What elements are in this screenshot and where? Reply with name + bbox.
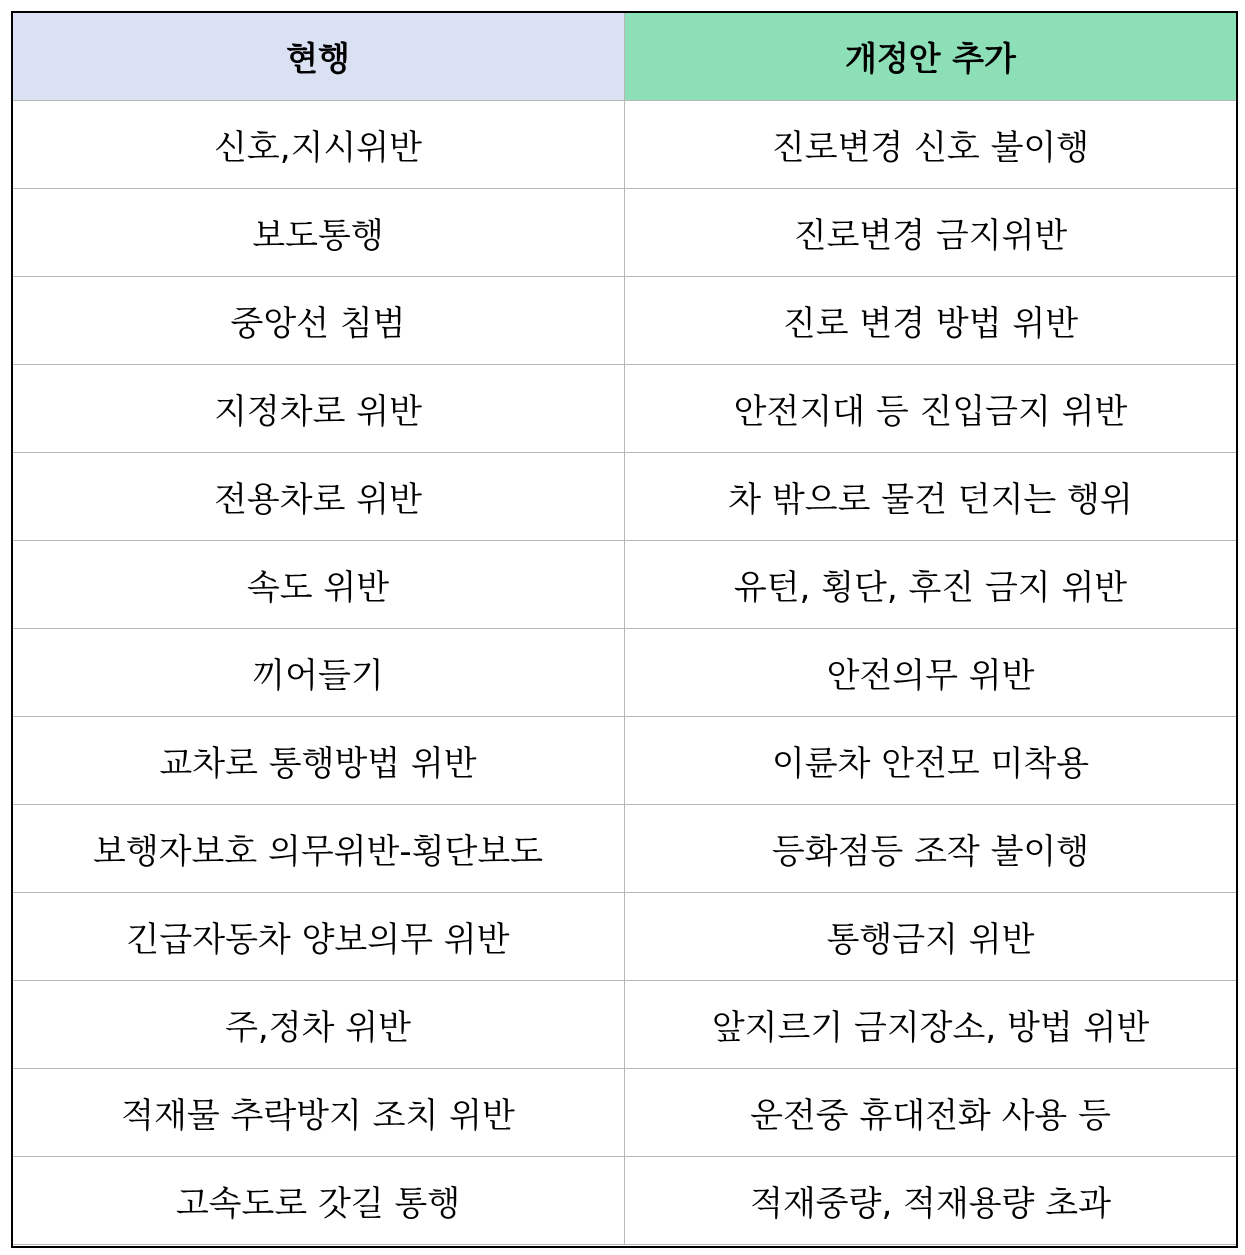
violations-table-container bbox=[11, 11, 1236, 1245]
table-row bbox=[12, 717, 1237, 805]
table-row bbox=[12, 1157, 1237, 1245]
table-row bbox=[12, 365, 1237, 453]
cell-current: 끼어들기 bbox=[12, 629, 625, 717]
table-body bbox=[12, 101, 1237, 1245]
table-row bbox=[12, 189, 1237, 277]
cell-current: 고속도로 갓길 통행 bbox=[12, 1157, 625, 1245]
cell-current: 주,정차 위반 bbox=[12, 981, 625, 1069]
cell-added: 운전중 휴대전화 사용 등 bbox=[625, 1069, 1237, 1157]
cell-added: 통행금지 위반 bbox=[625, 893, 1237, 981]
cell-current: 보행자보호 의무위반-횡단보도 bbox=[12, 805, 625, 893]
cell-added: 등화점등 조작 불이행 bbox=[625, 805, 1237, 893]
cell-current: 신호,지시위반 bbox=[12, 101, 625, 189]
cell-added: 앞지르기 금지장소, 방법 위반 bbox=[625, 981, 1237, 1069]
header-added: 개정안 추가 bbox=[625, 12, 1237, 101]
table-row bbox=[12, 277, 1237, 365]
cell-added: 이륜차 안전모 미착용 bbox=[625, 717, 1237, 805]
table-row bbox=[12, 805, 1237, 893]
table-row bbox=[12, 453, 1237, 541]
cell-added: 진로변경 신호 불이행 bbox=[625, 101, 1237, 189]
table-header-row bbox=[12, 12, 1237, 101]
header-current: 현행 bbox=[12, 12, 625, 101]
table-row bbox=[12, 541, 1237, 629]
cell-current: 보도통행 bbox=[12, 189, 625, 277]
table-row bbox=[12, 1069, 1237, 1157]
cell-added: 적재중량, 적재용량 초과 bbox=[625, 1157, 1237, 1245]
cell-current: 지정차로 위반 bbox=[12, 365, 625, 453]
table-row bbox=[12, 101, 1237, 189]
cell-added: 진로변경 금지위반 bbox=[625, 189, 1237, 277]
cell-added: 차 밖으로 물건 던지는 행위 bbox=[625, 453, 1237, 541]
cell-added: 안전지대 등 진입금지 위반 bbox=[625, 365, 1237, 453]
cell-current: 속도 위반 bbox=[12, 541, 625, 629]
cell-added: 안전의무 위반 bbox=[625, 629, 1237, 717]
table-row bbox=[12, 629, 1237, 717]
cell-added: 진로 변경 방법 위반 bbox=[625, 277, 1237, 365]
violations-comparison-table bbox=[11, 11, 1237, 1245]
cell-current: 전용차로 위반 bbox=[12, 453, 625, 541]
cell-added: 유턴, 횡단, 후진 금지 위반 bbox=[625, 541, 1237, 629]
cell-current: 중앙선 침범 bbox=[12, 277, 625, 365]
cell-current: 교차로 통행방법 위반 bbox=[12, 717, 625, 805]
table-row bbox=[12, 981, 1237, 1069]
cell-current: 적재물 추락방지 조치 위반 bbox=[12, 1069, 625, 1157]
cell-current: 긴급자동차 양보의무 위반 bbox=[12, 893, 625, 981]
table-row bbox=[12, 893, 1237, 981]
